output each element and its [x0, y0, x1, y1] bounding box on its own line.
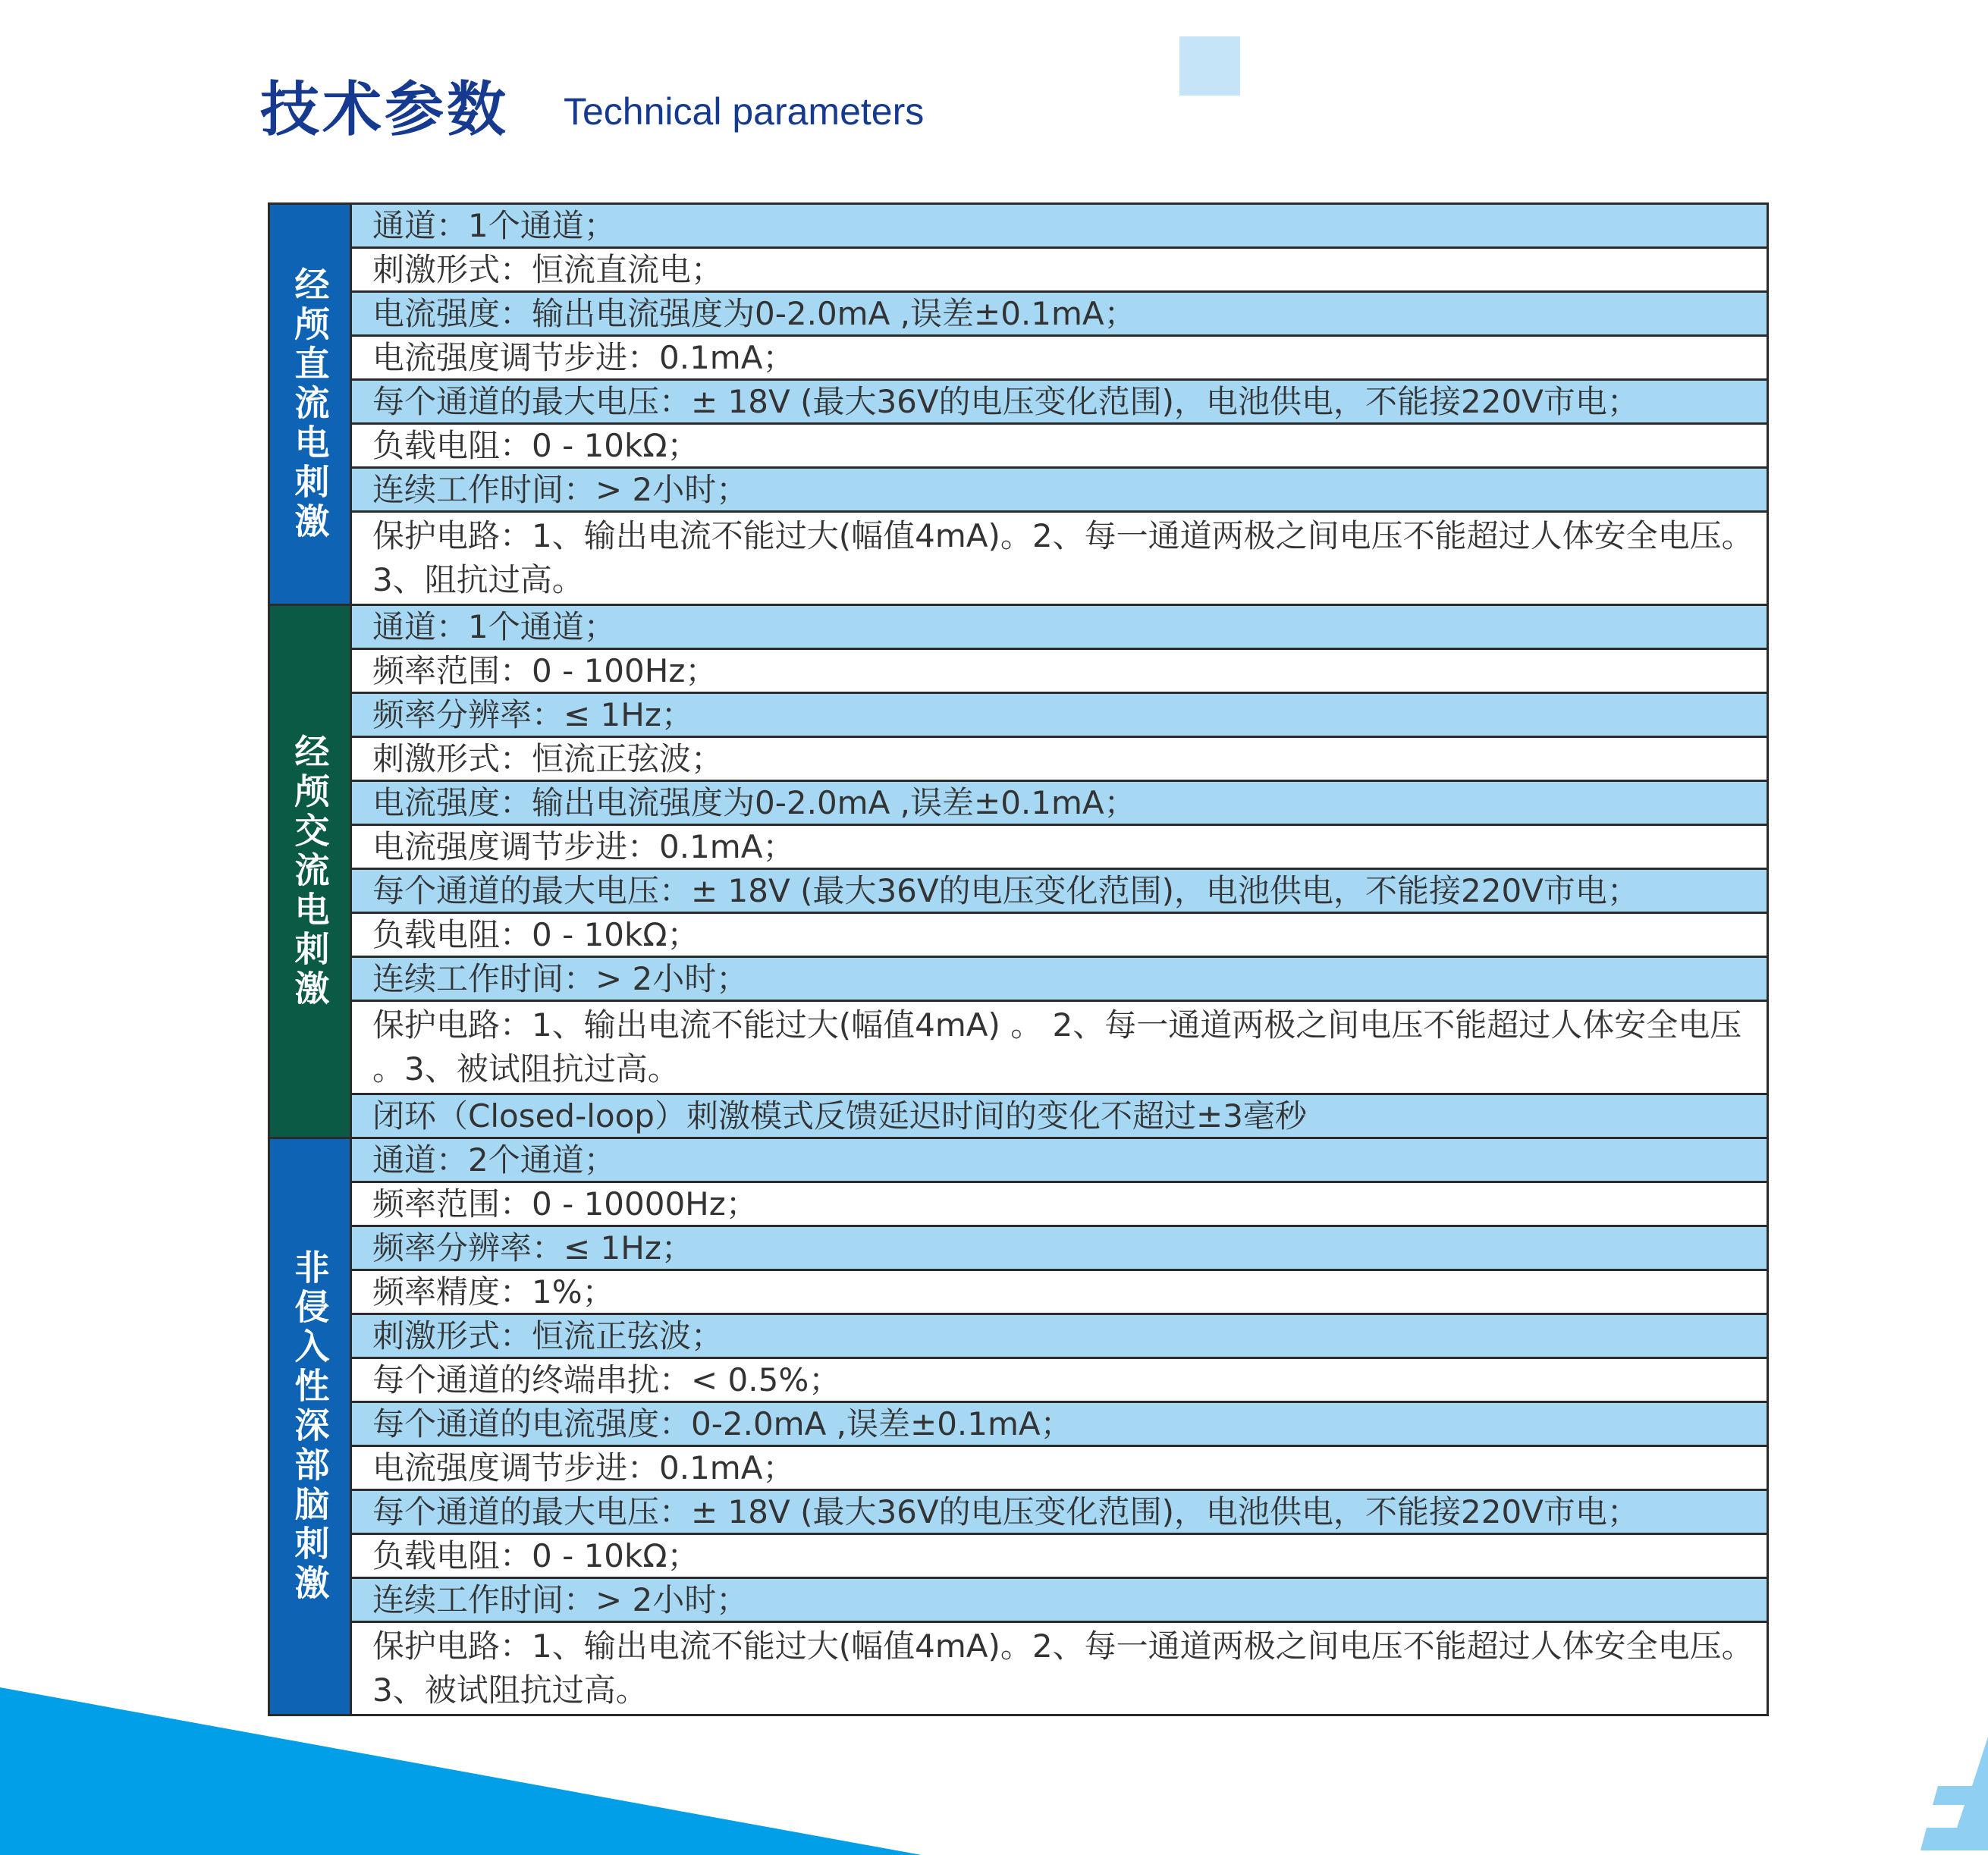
table-row: 闭环（Closed-loop）刺激模式反馈延迟时间的变化不超过±3毫秒	[352, 1093, 1767, 1137]
table-row: 频率精度：1%；	[352, 1269, 1767, 1313]
section-label: 经颅交流电刺激	[289, 733, 331, 1009]
table-row: 每个通道的最大电压：± 18V (最大36V的电压变化范围)，电池供电，不能接220V市电；	[352, 868, 1767, 912]
table-row: 通道：1个通道；	[352, 205, 1767, 246]
table-row: 保护电路：1、输出电流不能过大(幅值4mA)。2、每一通道两极之间电压不能超过人体安全电压。3、被试阻抗过高。	[352, 1621, 1767, 1714]
table-row: 频率范围：0 - 10000Hz；	[352, 1181, 1767, 1225]
table-row: 通道：1个通道；	[352, 606, 1767, 648]
table-row: 电流强度：输出电流强度为0-2.0mA ,误差±0.1mA；	[352, 290, 1767, 334]
table-row: 负载电阻：0 - 10kΩ；	[352, 912, 1767, 956]
table-row: 电流强度调节步进：0.1mA；	[352, 1445, 1767, 1489]
page-subtitle: Technical parameters	[564, 90, 925, 133]
table-row: 电流强度调节步进：0.1mA；	[352, 334, 1767, 378]
decorative-corner-shape	[1920, 1737, 1988, 1850]
table-row: 每个通道的最大电压：± 18V (最大36V的电压变化范围)，电池供电，不能接220V市电；	[352, 378, 1767, 422]
section-label: 经颅直流电刺激	[289, 266, 331, 542]
table-row: 刺激形式：恒流直流电；	[352, 246, 1767, 290]
table-row: 通道：2个通道；	[352, 1139, 1767, 1181]
table-row: 电流强度调节步进：0.1mA；	[352, 824, 1767, 868]
table-row: 刺激形式：恒流正弦波；	[352, 736, 1767, 780]
table-row: 电流强度：输出电流强度为0-2.0mA ,误差±0.1mA；	[352, 780, 1767, 824]
table-row: 每个通道的最大电压：± 18V (最大36V的电压变化范围)，电池供电，不能接220V市电；	[352, 1489, 1767, 1533]
table-row: 保护电路：1、输出电流不能过大(幅值4mA)。2、每一通道两极之间电压不能超过人体安全电压。3、阻抗过高。	[352, 510, 1767, 604]
table-row: 刺激形式：恒流正弦波；	[352, 1313, 1767, 1357]
table-row: 连续工作时间：> 2小时；	[352, 466, 1767, 510]
table-row: 频率范围：0 - 100Hz；	[352, 648, 1767, 692]
table-row: 保护电路：1、输出电流不能过大(幅值4mA) 。 2、每一通道两极之间电压不能超过人体安全电压 。3、被试阻抗过高。	[352, 1000, 1767, 1093]
table-row: 每个通道的终端串扰：< 0.5%；	[352, 1357, 1767, 1401]
table-row: 频率分辨率：≤ 1Hz；	[352, 1225, 1767, 1269]
table-row: 每个通道的电流强度：0-2.0mA ,误差±0.1mA；	[352, 1401, 1767, 1445]
table-row: 连续工作时间：> 2小时；	[352, 1577, 1767, 1621]
table-row: 负载电阻：0 - 10kΩ；	[352, 1533, 1767, 1577]
page-title: 技术参数	[260, 76, 510, 144]
table-row: 负载电阻：0 - 10kΩ；	[352, 422, 1767, 466]
decorative-wave-shape	[0, 1687, 922, 1855]
table-row: 频率分辨率：≤ 1Hz；	[352, 692, 1767, 736]
section-label: 非侵入性深部脑刺激	[289, 1249, 331, 1604]
table-row: 连续工作时间：> 2小时；	[352, 956, 1767, 1000]
